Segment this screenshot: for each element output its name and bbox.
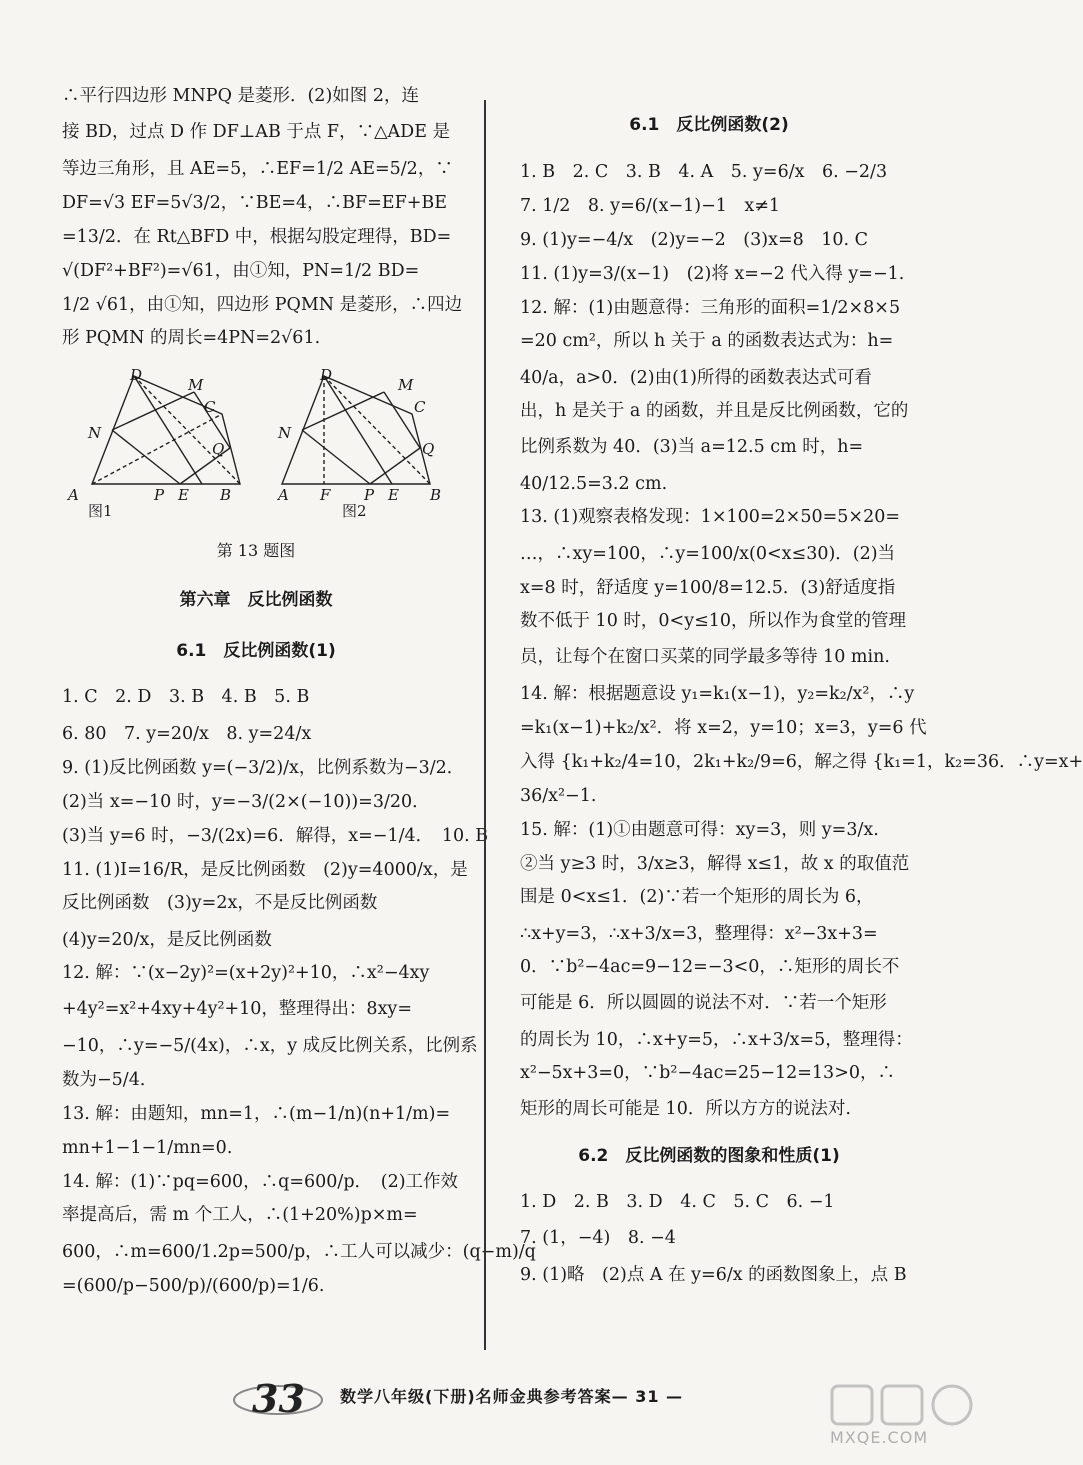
text-line: 入得 {k₁+k₂/4=10，2k₁+k₂/9=6，解之得 {k₁=1，k₂=36．∴y=x+	[520, 752, 1083, 772]
text-line: 14. 解：(1)∵pq=600，∴q=600/p． (2)工作效	[62, 1172, 459, 1192]
text-line: 1/2 √61，由①知，四边形 PQMN 是菱形，∴四边	[62, 295, 463, 315]
text-line: 数为−5/4．	[62, 1070, 158, 1090]
text-line: 11. (1)I=16/R，是反比例函数 (2)y=4000/x，是	[62, 860, 468, 880]
chapter-title: 第六章 反比例函数	[179, 590, 333, 610]
text-line: 36/x²−1.	[520, 786, 597, 806]
text-line: =k₁(x−1)+k₂/x²．将 x=2，y=10；x=3，y=6 代	[520, 718, 927, 738]
text-line: 形 PQMN 的周长=4PN=2√61.	[62, 328, 321, 348]
right-lines-1	[520, 161, 1083, 1119]
figure-2-label: 图2	[342, 502, 367, 520]
point-label: C	[204, 398, 216, 416]
right-column	[520, 86, 1083, 1298]
point-label: C	[414, 398, 426, 416]
text-line: 12. 解：∵(x−2y)²=(x+2y)²+10，∴x²−4xy	[62, 963, 430, 983]
section-title-6-2-1: 6.2 反比例函数的图象和性质(1)	[578, 1146, 840, 1166]
text-line: ∴平行四边形 MNPQ 是菱形．(2)如图 2，连	[62, 86, 419, 106]
text-line: 1. C 2. D 3. B 4. B 5. B	[62, 687, 310, 707]
text-line: √(DF²+BF²)=√61，由①知，PN=1/2 BD=	[62, 261, 420, 281]
figure-1-diagram	[82, 364, 252, 504]
text-line: 1. B 2. C 3. B 4. A 5. y=6/x 6. −2/3	[520, 162, 888, 182]
text-line: 600，∴m=600/1.2p=500/p，∴工人可以减少：(q−m)/q	[62, 1242, 536, 1262]
text-line: 7. (1，−4) 8. −4	[520, 1228, 676, 1248]
text-line: x²−5x+3=0，∵b²−4ac=25−12=13>0，∴	[520, 1063, 895, 1083]
text-line: 矩形的周长可能是 10．所以方方的说法对.	[520, 1099, 851, 1119]
point-label: N	[88, 424, 102, 442]
text-line: −10，∴y=−5/(4x)，∴x，y 成反比例关系，比例系	[62, 1036, 478, 1056]
point-label: B	[220, 486, 232, 504]
text-line: 率提高后，需 m 个工人，∴(1+20%)p×m=	[62, 1205, 418, 1225]
left-top-lines	[62, 86, 463, 348]
text-line: ②当 y≥3 时，3/x≥3，解得 x≤1，故 x 的取值范	[520, 854, 910, 874]
text-line: 9. (1)略 (2)点 A 在 y=6/x 的函数图象上，点 B	[520, 1265, 907, 1285]
text-line: 13. 解：由题知，mn=1，∴(m−1/n)(n+1/m)=	[62, 1104, 451, 1124]
figure-1-label: 图1	[88, 502, 113, 520]
point-label: A	[278, 486, 289, 504]
text-line: 围是 0<x≤1．(2)∵若一个矩形的周长为 6，	[520, 887, 874, 907]
watermark-text: MXQE.COM	[830, 1428, 929, 1447]
point-label: D	[320, 366, 333, 384]
text-line: 数不低于 10 时，0<y≤10，所以作为食堂的管理	[520, 611, 907, 631]
figure-2-diagram	[272, 364, 442, 504]
point-label: P	[154, 486, 165, 504]
figure-caption: 第 13 题图	[216, 541, 296, 560]
column-divider	[484, 100, 486, 1350]
text-line: 接 BD，过点 D 作 DF⊥AB 于点 F，∵△ADE 是	[62, 122, 451, 142]
text-line: 11. (1)y=3/(x−1) (2)将 x=−2 代入得 y=−1.	[520, 264, 905, 284]
point-label: Q	[422, 440, 435, 458]
text-line: 反比例函数 (3)y=2x，不是反比例函数	[62, 893, 378, 913]
point-label: Q	[212, 440, 225, 458]
text-line: 比例系数为 40．(3)当 a=12.5 cm 时，h=	[520, 437, 864, 457]
point-label: A	[68, 486, 79, 504]
text-line: x=8 时，舒适度 y=100/8=12.5．(3)舒适度指	[520, 578, 896, 598]
point-label: P	[364, 486, 375, 504]
text-line: 12. 解：(1)由题意得：三角形的面积=1/2×8×5	[520, 298, 901, 318]
point-label: F	[320, 486, 331, 504]
text-line: 可能是 6．所以圆圆的说法不对．∵若一个矩形	[520, 993, 887, 1013]
point-label: N	[278, 424, 292, 442]
text-line: =20 cm²，所以 h 关于 a 的函数表达式为：h=	[520, 331, 894, 351]
text-line: …，∴xy=100，∴y=100/x(0<x≤30)．(2)当	[520, 544, 896, 564]
text-line: 9. (1)y=−4/x (2)y=−2 (3)x=8 10. C	[520, 230, 869, 250]
point-label: M	[188, 376, 204, 394]
page-number-logo-text: 33	[252, 1376, 305, 1421]
text-line: =13/2．在 Rt△BFD 中，根据勾股定理得，BD=	[62, 227, 452, 247]
section-title-6-1-2: 6.1 反比例函数(2)	[629, 115, 789, 135]
text-line: 9. (1)反比例函数 y=(−3/2)/x，比例系数为−3/2．	[62, 758, 465, 778]
text-line: ∴x+y=3，∴x+3/x=3，整理得：x²−3x+3=	[520, 924, 878, 944]
left-column	[62, 86, 536, 1309]
text-line: 6. 80 7. y=20/x 8. y=24/x	[62, 724, 312, 744]
section-title-6-1-1: 6.1 反比例函数(1)	[176, 641, 336, 661]
watermark	[830, 1380, 990, 1455]
text-line: 7. 1/2 8. y=6/(x−1)−1 x≠1	[520, 196, 781, 216]
text-line: 员，让每个在窗口买菜的同学最多等待 10 min.	[520, 647, 890, 667]
text-line: 出，h 是关于 a 的函数，并且是反比例函数，它的	[520, 401, 909, 421]
text-line: 40/12.5=3.2 cm.	[520, 474, 668, 494]
text-line: (4)y=20/x，是反比例函数	[62, 930, 272, 950]
point-label: D	[130, 366, 143, 384]
geometry-figures	[62, 364, 450, 534]
text-line: 等边三角形，且 AE=5，∴EF=1/2 AE=5/2，∵	[62, 159, 453, 179]
right-lines-2	[520, 1192, 907, 1286]
footer-text: 数学八年级(下册)名师金典参考答案— 31 —	[340, 1387, 684, 1406]
left-bottom-lines	[62, 687, 536, 1297]
text-line: (2)当 x=−10 时，y=−3/(2×(−10))=3/20．	[62, 792, 430, 812]
text-line: =(600/p−500/p)/(600/p)=1/6.	[62, 1276, 325, 1296]
text-line: 15. 解：(1)①由题意可得：xy=3，则 y=3/x.	[520, 820, 879, 840]
point-label: M	[398, 376, 414, 394]
text-line: mn+1−1−1/mn=0.	[62, 1138, 233, 1158]
text-line: 40/a，a>0．(2)由(1)所得的函数表达式可看	[520, 368, 872, 388]
text-line: DF=√3 EF=5√3/2，∵BE=4，∴BF=EF+BE	[62, 193, 448, 213]
page-footer	[230, 1372, 730, 1422]
text-line: 的周长为 10，∴x+y=5，∴x+3/x=5，整理得：	[520, 1030, 913, 1050]
text-line: 13. (1)观察表格发现：1×100=2×50=5×20=	[520, 507, 901, 527]
text-line: 0．∵b²−4ac=9−12=−3<0，∴矩形的周长不	[520, 957, 900, 977]
point-label: E	[388, 486, 399, 504]
text-line: 1. D 2. B 3. D 4. C 5. C 6. −1	[520, 1192, 835, 1212]
text-line: 14. 解：根据题意设 y₁=k₁(x−1)，y₂=k₂/x²，∴y	[520, 684, 915, 704]
text-line: +4y²=x²+4xy+4y²+10，整理得出：8xy=	[62, 999, 412, 1019]
text-line: (3)当 y=6 时，−3/(2x)=6．解得，x=−1/4． 10. B	[62, 826, 489, 846]
point-label: E	[178, 486, 189, 504]
page-number-logo-icon	[230, 1372, 330, 1422]
watermark-logo-icon	[830, 1380, 980, 1430]
point-label: B	[430, 486, 442, 504]
